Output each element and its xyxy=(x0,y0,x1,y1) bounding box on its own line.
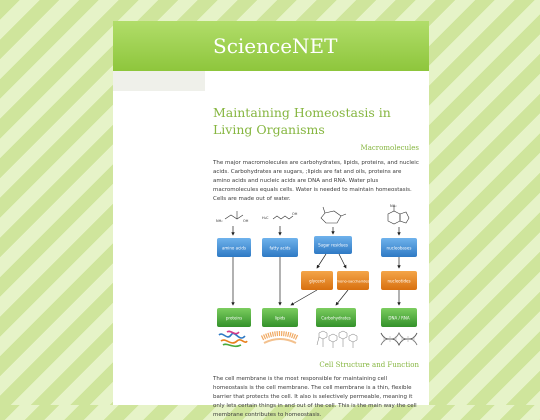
node-nucleotides xyxy=(381,271,417,290)
node-monosaccharides-label: mono-saccharides xyxy=(336,279,370,284)
sugar-structure-icon xyxy=(321,207,346,223)
node-proteins-label: proteins xyxy=(225,315,243,321)
base-nh2-label: NH₂ xyxy=(390,204,397,208)
node-nucleobases-label: nucleobases xyxy=(386,245,412,251)
fatty-acid-structure-icon xyxy=(273,216,293,219)
node-proteins xyxy=(217,308,251,327)
page-container xyxy=(113,21,429,418)
node-nucleobases xyxy=(381,238,417,257)
node-carbohydrates xyxy=(316,308,356,327)
nucleobase-structure-icon xyxy=(388,206,409,224)
lipid-bilayer-icon xyxy=(262,334,298,344)
post-title[interactable]: Maintaining Homeostasis in Living Organisms xyxy=(213,105,391,137)
node-fatty-acids-label: fatty acids xyxy=(269,245,291,251)
amino-acid-structure-icon xyxy=(225,211,243,219)
site-title[interactable]: ScienceNET xyxy=(213,34,338,58)
site-header xyxy=(113,21,429,71)
diagram-svg xyxy=(213,205,419,350)
carbohydrate-chain-icon xyxy=(317,331,357,348)
node-amino-acids-label: amino acids xyxy=(221,245,247,251)
node-fatty-acids xyxy=(262,238,298,257)
macromolecules-diagram xyxy=(213,205,419,350)
node-sugar-residues-label: Sugar residues xyxy=(318,242,348,248)
sidebar xyxy=(113,71,205,91)
section-heading-macromolecules: Macromolecules xyxy=(360,144,419,152)
node-lipids-label: lipids xyxy=(274,315,286,321)
node-dna-rna-label: DNA / RNA xyxy=(388,315,410,321)
amino-oh-label: OH xyxy=(243,219,249,223)
node-lipids xyxy=(262,308,298,327)
dna-helix-icon xyxy=(381,333,417,345)
node-glycerol xyxy=(301,271,333,290)
amino-nh2-label: NH₂ xyxy=(216,219,223,223)
fatty-oh-label: OH xyxy=(292,212,298,216)
protein-ribbon-icon xyxy=(219,331,247,346)
section-heading-cell-structure: Cell Structure and Function xyxy=(319,361,419,369)
node-amino-acids xyxy=(217,238,251,257)
node-sugar-residues xyxy=(314,236,352,254)
node-nucleotides-label: nucleotides xyxy=(387,278,411,284)
node-glycerol-label: glycerol xyxy=(309,278,325,284)
macromolecules-paragraph: The major macromolecules are carbohydrates, lipids, proteins, and nucleic acids. Carbohydrates are sugars, ;lipids are fat and oils, proteins are amino acids and nucleic acids are DNA and RNA. Water plus macromolecules equals cells. Water is needed to maintain homeostasis. Cells are made out of water. xyxy=(213,160,419,202)
cell-structure-paragraph: The cell membrane is the most responsible for maintaining cell homeostasis is the cell membrane. The cell membrane is a thin, flexible barrier that protects the cell. It also is selectively permeable, meaning it only lets certain things in and out of the cell. This is the main way the cell membrane contributes to homeostasis. xyxy=(213,376,417,418)
node-carbohydrates-label: Carbohydrates xyxy=(321,315,351,321)
node-monosaccharides xyxy=(337,271,370,290)
node-dna-rna xyxy=(381,308,417,327)
fatty-ch3-label: H₃C xyxy=(262,216,269,220)
